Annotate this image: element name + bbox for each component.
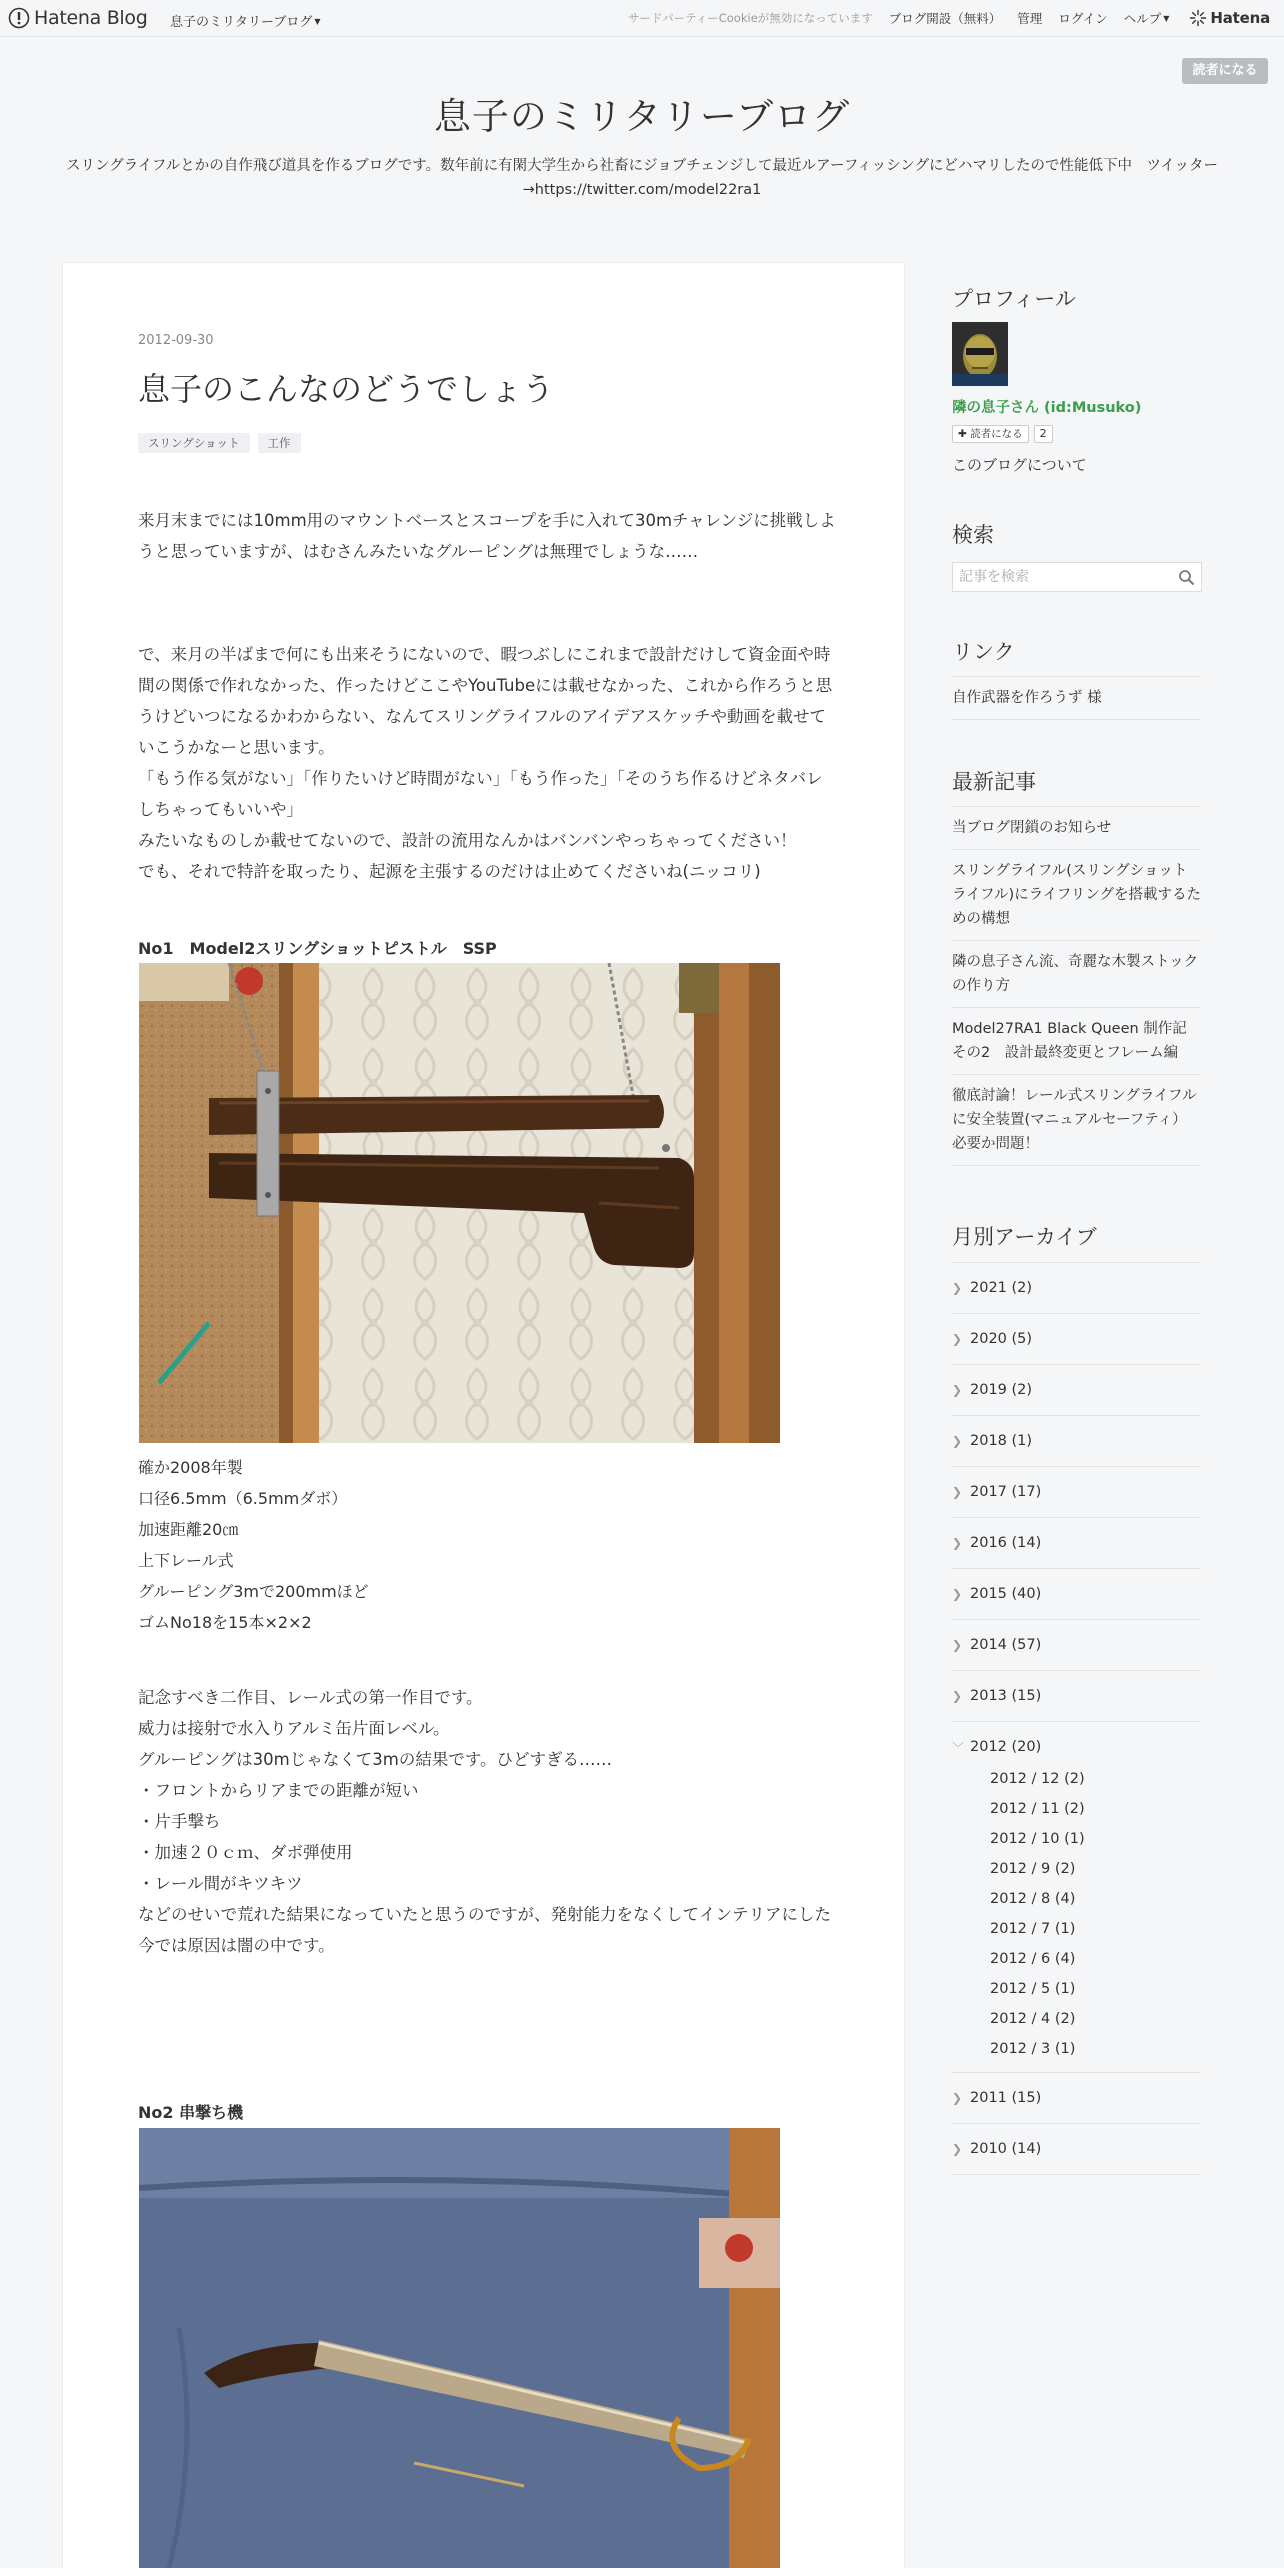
chevron-right-icon: ❯ bbox=[952, 1281, 963, 1295]
create-blog-link[interactable]: ブログ開設（無料） bbox=[888, 11, 1002, 26]
archive-year-link[interactable] bbox=[952, 1569, 1201, 1619]
entry-line: 威力は接射で水入りアルミ缶片面レベル。 bbox=[138, 1719, 450, 1738]
entry-line: みたいなものしか載せてないので、設計の流用なんかはバンバンやっちゃってください！ bbox=[138, 831, 797, 850]
hatena-blog-logo[interactable] bbox=[8, 7, 148, 29]
archive-year bbox=[952, 1467, 1201, 1518]
archive-year-link[interactable] bbox=[952, 1314, 1201, 1364]
entry-line: グルーピングは30mじゃなくて3mの結果です。ひどすぎる…… bbox=[138, 1750, 612, 1769]
entry-line: 記念すべき二作目、レール式の第一作目です。 bbox=[138, 1688, 483, 1707]
chevron-right-icon: ❯ bbox=[952, 1434, 963, 1448]
archive-year-link[interactable] bbox=[952, 2124, 1201, 2174]
login-link[interactable]: ログイン bbox=[1058, 11, 1108, 26]
entry-date[interactable]: 2012-09-30 bbox=[138, 333, 214, 348]
avatar[interactable] bbox=[952, 322, 1008, 386]
archive-year-label: 2011 (15) bbox=[970, 2090, 1042, 2106]
archive-month-link[interactable]: 2012 / 8 (4) bbox=[990, 1891, 1076, 1907]
archive-month-link[interactable]: 2012 / 4 (2) bbox=[990, 2011, 1076, 2027]
archive-month-link[interactable]: 2012 / 10 (1) bbox=[990, 1831, 1085, 1847]
entry-line: ・レール間がキツキツ bbox=[138, 1874, 303, 1893]
search-box bbox=[952, 562, 1202, 592]
archive-year-label: 2012 (20) bbox=[970, 1739, 1042, 1755]
archive-list bbox=[952, 1262, 1201, 2175]
archive-year bbox=[952, 1365, 1201, 1416]
about-blog-link[interactable]: このブログについて bbox=[952, 456, 1087, 474]
chevron-right-icon: ❯ bbox=[952, 2142, 963, 2156]
recent-entry-link[interactable]: 隣の息子さん流、奇麗な木製ストックの作り方 bbox=[952, 941, 1201, 1008]
archive-heading: 月別アーカイブ bbox=[952, 1225, 1097, 1249]
archive-year-label: 2020 (5) bbox=[970, 1331, 1033, 1347]
chevron-right-icon: ❯ bbox=[952, 2091, 963, 2105]
archive-year bbox=[952, 1671, 1201, 1722]
archive-month-link[interactable]: 2012 / 5 (1) bbox=[990, 1981, 1076, 1997]
subscribe-button[interactable]: 読者になる bbox=[1182, 58, 1268, 84]
search-input[interactable] bbox=[953, 563, 1163, 591]
recent-heading: 最新記事 bbox=[952, 770, 1036, 794]
entry-line: ・片手撃ち bbox=[138, 1812, 221, 1831]
section-heading-no2: No2 串撃ち機 bbox=[138, 2103, 244, 2122]
entry-line: ・加速２０ｃｍ、ダボ弾使用 bbox=[138, 1843, 353, 1862]
entry-line: でも、それで特許を取ったり、起源を主張するのだけは止めてくださいね(ニッコリ) bbox=[138, 862, 761, 881]
archive-year-label: 2021 (2) bbox=[970, 1280, 1033, 1296]
archive-months bbox=[952, 1764, 1201, 2072]
link-item[interactable]: 自作武器を作ろうず 様 bbox=[952, 677, 1201, 720]
archive-year bbox=[952, 1569, 1201, 1620]
archive-year-link[interactable] bbox=[952, 2073, 1201, 2123]
skewer-shooter-photo bbox=[139, 2128, 780, 2568]
chevron-down-icon: ﹀ bbox=[952, 1740, 965, 1755]
archive-month-link[interactable]: 2012 / 11 (2) bbox=[990, 1801, 1085, 1817]
hatena-label: Hatena bbox=[1210, 9, 1270, 27]
archive-month-link[interactable]: 2012 / 6 (4) bbox=[990, 1951, 1076, 1967]
profile-subscribe bbox=[952, 425, 1053, 443]
profile-name-link[interactable]: 隣の息子さん (id:Musuko) bbox=[952, 400, 1142, 416]
links-list bbox=[952, 676, 1201, 720]
category-list bbox=[138, 433, 309, 453]
chevron-right-icon: ❯ bbox=[952, 1485, 963, 1499]
archive-year-label: 2019 (2) bbox=[970, 1382, 1033, 1398]
subscriber-count[interactable]: 2 bbox=[1034, 425, 1053, 443]
recent-list bbox=[952, 806, 1201, 1166]
blog-menu-label: 息子のミリタリーブログ bbox=[170, 15, 313, 30]
hatena-menu[interactable] bbox=[1189, 9, 1270, 27]
slingshot-pistol-photo bbox=[139, 963, 780, 1443]
archive-month-link[interactable]: 2012 / 3 (1) bbox=[990, 2041, 1076, 2057]
category-tag[interactable]: スリングショット bbox=[138, 433, 250, 453]
archive-year-link[interactable] bbox=[952, 1518, 1201, 1568]
entry-line: 「もう作る気がない」「作りたいけど時間がない」「もう作った」「そのうち作るけどネタバレしちゃってもいいや」 bbox=[138, 769, 823, 819]
archive-year-label: 2013 (15) bbox=[970, 1688, 1042, 1704]
chevron-right-icon: ❯ bbox=[952, 1689, 963, 1703]
archive-year bbox=[952, 1620, 1201, 1671]
hatena-star-icon bbox=[1189, 9, 1207, 27]
archive-year-link[interactable] bbox=[952, 1416, 1201, 1466]
archive-year-link[interactable] bbox=[952, 1263, 1201, 1313]
header-right bbox=[628, 9, 1270, 27]
entry-line: などのせいで荒れた結果になっていたと思うのですが、発射能力をなくしてインテリアにした今では原因は闇の中です。 bbox=[138, 1905, 831, 1955]
section-heading-no1: No1 Model2スリングショットピストル SSP bbox=[138, 939, 497, 958]
entry-title[interactable]: 息子のこんなのどうでしょう bbox=[138, 370, 555, 408]
spec-item: 確か2008年製 bbox=[138, 1458, 243, 1477]
profile-subscribe-label: 読者になる bbox=[970, 428, 1023, 440]
archive-year-label: 2018 (1) bbox=[970, 1433, 1033, 1449]
help-menu[interactable] bbox=[1124, 9, 1170, 27]
admin-link[interactable]: 管理 bbox=[1017, 11, 1043, 26]
blog-description: スリングライフルとかの自作飛び道具を作るブログです。数年前に有閑大学生から社畜にジョブチェンジして最近ルアーフィッシングにどハマリしたので性能低下中 ツイッター→https://twitter.com/model22ra1 bbox=[65, 158, 1219, 198]
archive-year-label: 2014 (57) bbox=[970, 1637, 1042, 1653]
spec-item: 口径6.5mm（6.5mmダボ） bbox=[138, 1489, 348, 1508]
archive-year-link[interactable] bbox=[952, 1467, 1201, 1517]
spec-item: 加速距離20㎝ bbox=[138, 1520, 239, 1539]
archive-year bbox=[952, 1314, 1201, 1365]
chevron-right-icon: ❯ bbox=[952, 1536, 963, 1550]
recent-entry-link[interactable]: 当ブログ閉鎖のお知らせ bbox=[952, 807, 1201, 850]
global-header bbox=[0, 0, 1284, 37]
chevron-right-icon: ❯ bbox=[952, 1587, 963, 1601]
entry-paragraph: 来月末までには10mm用のマウントベースとスコープを手に入れて30mチャレンジに挑戦しようと思っていますが、はむさんみたいなグルーピングは無理でしょうな…… bbox=[138, 511, 836, 561]
entry-line: で、来月の半ばまで何にも出来そうにないので、暇つぶしにこれまで設計だけして資金面や時間の関係で作れなかった、作ったけどここやYouTubeには載せなかった、これから作ろうと思うけどいつになるかわからない、なんてスリングライフルのアイデアスケッチや動画を載せていこうかなーと思います。 bbox=[138, 645, 833, 757]
archive-year-label: 2015 (40) bbox=[970, 1586, 1042, 1602]
caret-down-icon: ▼ bbox=[1163, 14, 1170, 23]
archive-year bbox=[952, 1518, 1201, 1569]
recent-entry-link[interactable]: スリングライフル(スリングショットライフル)にライフリングを搭載するための構想 bbox=[952, 850, 1201, 941]
links-heading: リンク bbox=[952, 640, 1015, 664]
caret-down-icon: ▼ bbox=[314, 17, 321, 26]
category-tag[interactable]: 工作 bbox=[258, 433, 301, 453]
search-heading: 検索 bbox=[952, 523, 994, 547]
archive-year-link[interactable] bbox=[952, 1365, 1201, 1415]
archive-year-link[interactable] bbox=[952, 1671, 1201, 1721]
spec-list bbox=[138, 1452, 369, 1638]
archive-year-label: 2016 (14) bbox=[970, 1535, 1042, 1551]
archive-month-link[interactable]: 2012 / 9 (2) bbox=[990, 1861, 1076, 1877]
search-icon[interactable] bbox=[1178, 569, 1195, 586]
archive-month-link[interactable]: 2012 / 12 (2) bbox=[990, 1771, 1085, 1787]
archive-year bbox=[952, 2124, 1201, 2175]
profile-subscribe-button[interactable] bbox=[952, 425, 1029, 443]
archive-month-link[interactable]: 2012 / 7 (1) bbox=[990, 1921, 1076, 1937]
archive-year bbox=[952, 2073, 1201, 2124]
archive-year-link[interactable] bbox=[952, 1620, 1201, 1670]
profile-heading: プロフィール bbox=[952, 287, 1076, 311]
entry-paragraph bbox=[138, 1682, 838, 1961]
archive-year bbox=[952, 1263, 1201, 1314]
spec-item: グルーピング3mで200mmほど bbox=[138, 1582, 369, 1601]
archive-year-label: 2010 (14) bbox=[970, 2141, 1042, 2157]
recent-entry-link[interactable]: 徹底討論！レール式スリングライフルに安全装置(マニュアルセーフティ）必要か問題！ bbox=[952, 1075, 1201, 1166]
entry-paragraph bbox=[138, 639, 838, 887]
blog-menu[interactable] bbox=[170, 11, 321, 30]
chevron-right-icon: ❯ bbox=[952, 1638, 963, 1652]
logo-text: Hatena Blog bbox=[34, 7, 148, 29]
spec-item: 上下レール式 bbox=[138, 1551, 234, 1570]
cookie-notice[interactable]: サードパーティーCookieが無効になっています bbox=[627, 11, 873, 25]
entry-line: ・フロントからリアまでの距離が短い bbox=[138, 1781, 419, 1800]
archive-year-open bbox=[952, 1722, 1201, 2073]
recent-entry-link[interactable]: Model27RA1 Black Queen 制作記 その2 設計最終変更とフレーム編 bbox=[952, 1008, 1201, 1075]
help-label: ヘルプ bbox=[1123, 11, 1162, 26]
chevron-right-icon: ❯ bbox=[952, 1383, 963, 1397]
spec-item: ゴムNo18を15本×2×2 bbox=[138, 1613, 312, 1632]
blog-title[interactable]: 息子のミリタリーブログ bbox=[433, 95, 851, 138]
hatena-blog-logo-icon bbox=[8, 7, 30, 29]
plus-icon: ✚ bbox=[958, 428, 967, 440]
chevron-right-icon: ❯ bbox=[952, 1332, 963, 1346]
archive-year bbox=[952, 1416, 1201, 1467]
archive-year-label: 2017 (17) bbox=[970, 1484, 1042, 1500]
